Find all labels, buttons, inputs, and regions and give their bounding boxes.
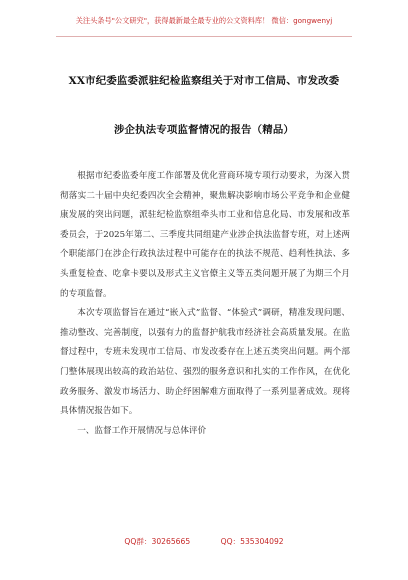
footer-contact (0, 536, 408, 547)
section-heading-1: 一、监督工作开展情况与总体评价 (77, 425, 207, 436)
header-notice: 关注头条号"公文研究"，获得最新最全最专业的公文资料库！ 微信：gongwenyj (75, 16, 333, 25)
footer-qq-group: QQ群：30265665 (124, 537, 191, 546)
document-title-line-2: 涉企执法专项监督情况的报告（精品） (113, 124, 295, 136)
footer-qq: QQ：535304092 (220, 537, 284, 546)
document-body (60, 167, 350, 441)
paragraph-1: 根据市纪委监委年度工作部署及优化营商环境专项行动要求，为深入贯彻落实二十届中央纪委四次全会精神，聚焦解决影响市场公平竞争和企业健康发展的突出问题，派驻纪检监察组牵头市工业和信息化局、市发展和改革委员会，于2025年第二、三季度共同组建产业涉企执法监督专班，对上述两个职能部门在涉企行政执法过程中可能存在的执法不规范、趋利性执法、多头重复检查、吃拿卡要以及形式主义官僚主义等五类问题开展了为期三个月的专项监督。 (60, 171, 350, 299)
document-title-line-1: XX市纪委监委派驻纪检监察组关于对市工信局、市发改委 (68, 75, 340, 87)
header-divider (56, 36, 352, 37)
paragraph-2: 本次专项监督旨在通过“嵌入式”监督、“体验式”调研，精准发现问题、推动整改、完善制度，以强有力的监督护航我市经济社会高质量发展。在监督过程中，专班未发现市工信局、市发改委存在上述五类突出问题。两个部门整体展现出较高的政治站位、强烈的服务意识和扎实的工作作风，在优化政务服务、激发市场活力、助企纾困解难方面取得了一系列显著成效。现将具体情况报告如下。 (60, 308, 350, 417)
